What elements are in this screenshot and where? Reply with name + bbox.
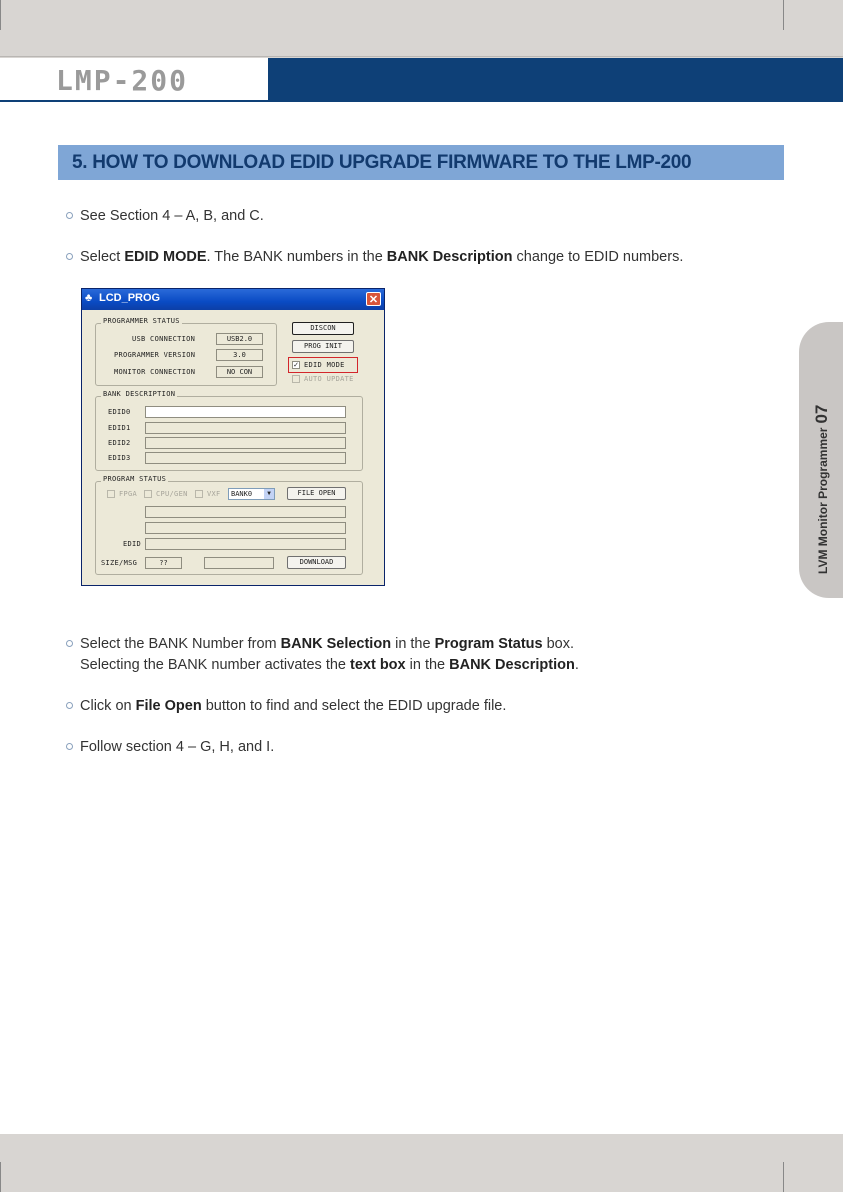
vxf-label: VXF <box>207 490 221 498</box>
fpga-checkbox[interactable] <box>107 490 115 498</box>
edid-field <box>145 538 346 550</box>
bank-text-field[interactable] <box>145 452 346 464</box>
program-info-field <box>145 506 346 518</box>
side-tab-title: LVM Monitor Programmer <box>816 427 830 574</box>
msg-field <box>204 557 274 569</box>
bank-text-field-active[interactable] <box>145 406 346 418</box>
auto-update-label: AUTO UPDATE <box>304 375 354 383</box>
step-text: See Section 4 – A, B, and C. <box>80 208 264 224</box>
crop-mark <box>783 0 784 30</box>
bank-selection-value: BANK0 <box>231 490 253 498</box>
bullet-icon <box>66 212 73 219</box>
file-open-button[interactable]: FILE OPEN <box>287 487 346 500</box>
product-logo: LMP-200 <box>56 64 189 97</box>
group-label: BANK DESCRIPTION <box>103 390 176 398</box>
step-text: Select EDID MODE. The BANK numbers in the BANK Description change to EDID numbers. <box>80 249 684 265</box>
download-button[interactable]: DOWNLOAD <box>287 556 346 569</box>
group-label: PROGRAMMER STATUS <box>103 317 180 325</box>
fpga-label: FPGA <box>119 490 138 498</box>
edid-label: EDID <box>123 540 142 548</box>
monitor-connection-value: NO CON <box>216 366 263 378</box>
group-label: PROGRAM STATUS <box>103 475 167 483</box>
top-rule <box>0 56 843 57</box>
programmer-version-label: PROGRAMMER VERSION <box>114 351 196 359</box>
discon-button[interactable]: DISCON <box>292 322 354 335</box>
step-text: Select the BANK Number from BANK Selection in the Program Status box. <box>80 636 575 652</box>
monitor-connection-label: MONITOR CONNECTION <box>114 368 196 376</box>
program-info-field <box>145 522 346 534</box>
bullet-icon <box>66 640 73 647</box>
cpu-gen-checkbox[interactable] <box>144 490 152 498</box>
size-msg-value: ?? <box>145 557 182 569</box>
bank-row-label: EDID1 <box>108 424 131 432</box>
section-heading <box>58 145 784 180</box>
step-text: Click on File Open button to find and select the EDID upgrade file. <box>80 698 507 714</box>
chevron-down-icon[interactable]: ▼ <box>264 489 274 499</box>
edid-mode-label: EDID MODE <box>304 361 345 369</box>
section-title: 5. HOW TO DOWNLOAD EDID UPGRADE FIRMWARE TO THE LMP-200 <box>72 152 692 173</box>
bank-row-label: EDID3 <box>108 454 131 462</box>
side-tab-label <box>812 405 832 574</box>
programmer-version-value: 3.0 <box>216 349 263 361</box>
edid-mode-checkbox[interactable]: ✓ <box>293 362 299 369</box>
usb-connection-value: USB2.0 <box>216 333 263 345</box>
prog-init-button[interactable]: PROG INIT <box>292 340 354 353</box>
step-text: Follow section 4 – G, H, and I. <box>80 739 275 755</box>
logo-box <box>0 58 268 102</box>
top-band <box>0 0 843 58</box>
size-msg-label: SIZE/MSG <box>101 559 138 567</box>
bank-text-field[interactable] <box>145 437 346 449</box>
bank-text-field[interactable] <box>145 422 346 434</box>
vxf-checkbox[interactable] <box>195 490 203 498</box>
lcd-prog-dialog <box>81 288 385 586</box>
bullet-icon <box>66 743 73 750</box>
dialog-title: LCD_PROG <box>99 292 161 304</box>
app-icon: ♣ <box>85 292 93 304</box>
close-icon[interactable]: ✕ <box>366 292 381 306</box>
bank-selection-dropdown[interactable] <box>228 488 275 500</box>
bank-row-label: EDID2 <box>108 439 131 447</box>
crop-mark <box>0 0 1 30</box>
bullet-icon <box>66 253 73 260</box>
usb-connection-label: USB CONNECTION <box>132 335 196 343</box>
bullet-icon <box>66 702 73 709</box>
auto-update-checkbox[interactable] <box>292 375 300 383</box>
crop-mark <box>0 1162 1 1192</box>
step-text: Selecting the BANK number activates the text box in the BANK Description. <box>80 657 579 673</box>
bank-row-label: EDID0 <box>108 408 131 416</box>
page-number: 07 <box>812 404 831 424</box>
crop-mark <box>783 1162 784 1192</box>
dialog-titlebar <box>82 289 384 310</box>
bottom-band <box>0 1134 843 1192</box>
cpu-gen-label: CPU/GEN <box>156 490 188 498</box>
